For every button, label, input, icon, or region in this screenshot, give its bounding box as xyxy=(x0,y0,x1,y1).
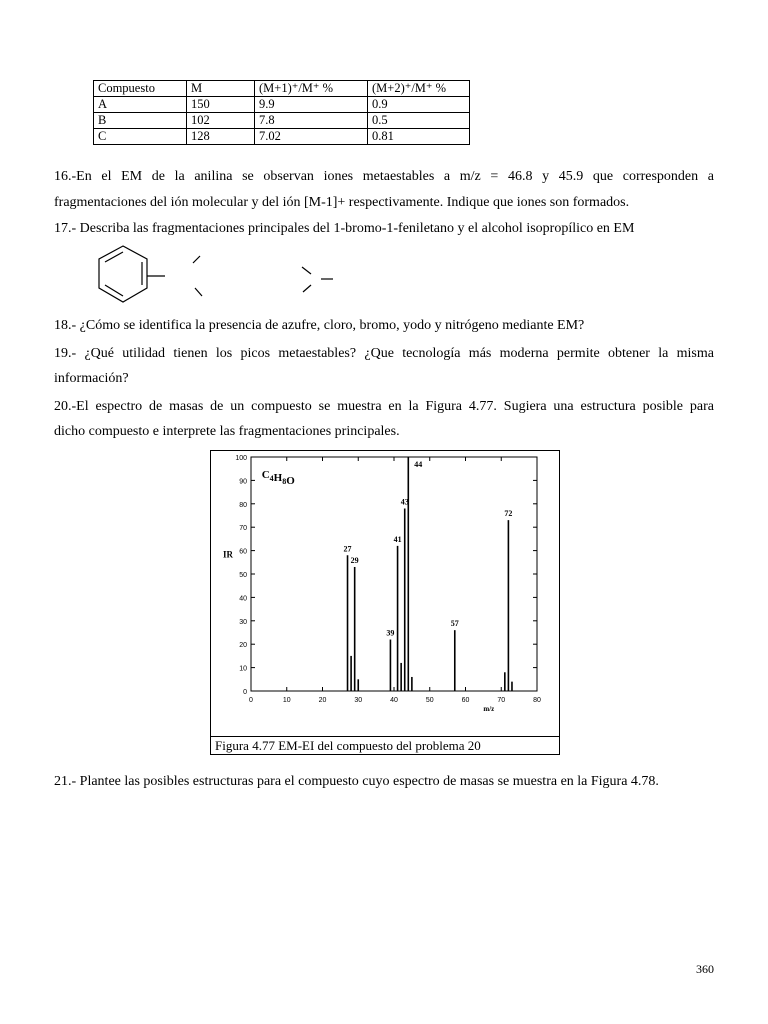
table-row xyxy=(94,129,470,145)
skeletal-bond xyxy=(195,288,202,296)
y-axis-label: IR xyxy=(223,549,234,560)
formula-part: H xyxy=(273,472,283,485)
question-16-line-2: fragmentaciones del ión molecular y del ión [M-1]+ respectivamente. Indique que iones son formados. xyxy=(54,195,630,210)
x-tick-label: 80 xyxy=(533,697,541,704)
y-tick-label: 80 xyxy=(239,501,247,509)
table-cell: 7.02 xyxy=(255,129,368,145)
skeletal-bond xyxy=(302,267,311,274)
table-cell: B xyxy=(94,113,187,129)
x-tick-label: 0 xyxy=(249,697,253,704)
table-cell: 9.9 xyxy=(255,97,368,113)
x-tick-label: 70 xyxy=(497,697,506,704)
peak-label: 57 xyxy=(450,619,459,629)
y-tick-label: 70 xyxy=(239,525,247,533)
question-17: 17.- Describa las fragmentaciones principales del 1-bromo-1-feniletano y el alcohol isopropílico en EM xyxy=(54,221,635,236)
table-cell: A xyxy=(94,97,187,113)
x-tick-label: 30 xyxy=(354,697,363,704)
x-tick-label: 40 xyxy=(390,697,398,704)
page-number: 360 xyxy=(696,962,714,976)
benzene-ring xyxy=(99,246,147,302)
question-20-line-1: 20.-El espectro de masas de un compuesto se muestra en la Figura 4.77. Sugiera una estructura posible para xyxy=(54,399,714,414)
peak-label: 44 xyxy=(414,460,423,469)
table-row xyxy=(94,113,470,129)
peak-label: 72 xyxy=(504,509,513,519)
peak-label: 43 xyxy=(400,497,409,507)
y-tick-label: 50 xyxy=(239,572,247,579)
mass-spectrum-figure xyxy=(210,450,560,755)
table-cell: 7.8 xyxy=(255,113,368,129)
table-header-row xyxy=(94,81,470,97)
double-bond-line xyxy=(105,252,123,262)
x-tick-label: 10 xyxy=(282,697,291,704)
peak-label: 29 xyxy=(350,555,359,565)
table-header-cell: (M+1)⁺/M⁺ % xyxy=(255,81,368,97)
y-tick-label: 0 xyxy=(243,689,247,696)
plot-frame xyxy=(251,457,537,691)
y-tick-label: 20 xyxy=(239,642,247,650)
table-header-cell: (M+2)⁺/M⁺ % xyxy=(368,81,470,97)
question-19-line-1: 19.- ¿Qué utilidad tienen los picos metaestables? ¿Que tecnología más moderna permite obtener la misma xyxy=(54,346,714,361)
y-tick-label: 30 xyxy=(239,618,247,626)
double-bond-line xyxy=(105,285,123,296)
formula-part: 8 xyxy=(282,477,287,487)
skeletal-bond xyxy=(303,285,311,292)
question-21: 21.- Plantee las posibles estructuras para el compuesto cuyo espectro de masas se muestra en la Figura 4.78. xyxy=(54,774,659,789)
table-row xyxy=(94,97,470,113)
table-header-cell: Compuesto xyxy=(94,81,187,97)
table-cell: 0.81 xyxy=(368,129,470,145)
table-cell: 0.5 xyxy=(368,113,470,129)
question-18: 18.- ¿Cómo se identifica la presencia de azufre, cloro, bromo, yodo y nitrógeno mediante EM? xyxy=(54,318,585,333)
molecular-formula xyxy=(262,469,296,487)
formula-part: 4 xyxy=(269,474,274,484)
y-tick-label: 90 xyxy=(239,478,247,486)
x-axis-label: m/z xyxy=(483,705,495,713)
x-tick-label: 50 xyxy=(425,697,434,704)
skeletal-bond xyxy=(193,256,200,263)
table-header-cell: M xyxy=(187,81,255,97)
x-tick-label: 20 xyxy=(318,697,327,704)
formula-part: O xyxy=(286,475,295,488)
peak-label: 39 xyxy=(386,628,395,638)
formula-part: C xyxy=(261,469,270,482)
x-tick-label: 60 xyxy=(461,697,470,704)
table-cell: 128 xyxy=(187,129,255,145)
question-20-line-2: dicho compuesto e interprete las fragmentaciones principales. xyxy=(54,424,400,439)
y-tick-label: 100 xyxy=(235,455,247,462)
peak-label: 27 xyxy=(343,544,352,554)
peak-label: 41 xyxy=(393,534,402,544)
question-19-line-2: información? xyxy=(54,371,129,386)
y-tick-label: 60 xyxy=(239,548,247,556)
y-tick-label: 40 xyxy=(239,595,247,603)
table-cell: C xyxy=(94,129,187,145)
table-cell: 150 xyxy=(187,97,255,113)
question-16-line-1: 16.-En el EM de la anilina se observan iones metaestables a m/z = 46.8 y 45.9 que corresponden a xyxy=(54,169,714,184)
table-cell: 0.9 xyxy=(368,97,470,113)
y-tick-label: 10 xyxy=(239,665,247,673)
chemical-structures xyxy=(95,245,355,307)
isotope-ratio-table xyxy=(93,80,470,145)
table-cell: 102 xyxy=(187,113,255,129)
figure-caption: Figura 4.77 EM-EI del compuesto del problema 20 xyxy=(211,736,559,754)
mass-spectrum-chart xyxy=(211,451,559,737)
